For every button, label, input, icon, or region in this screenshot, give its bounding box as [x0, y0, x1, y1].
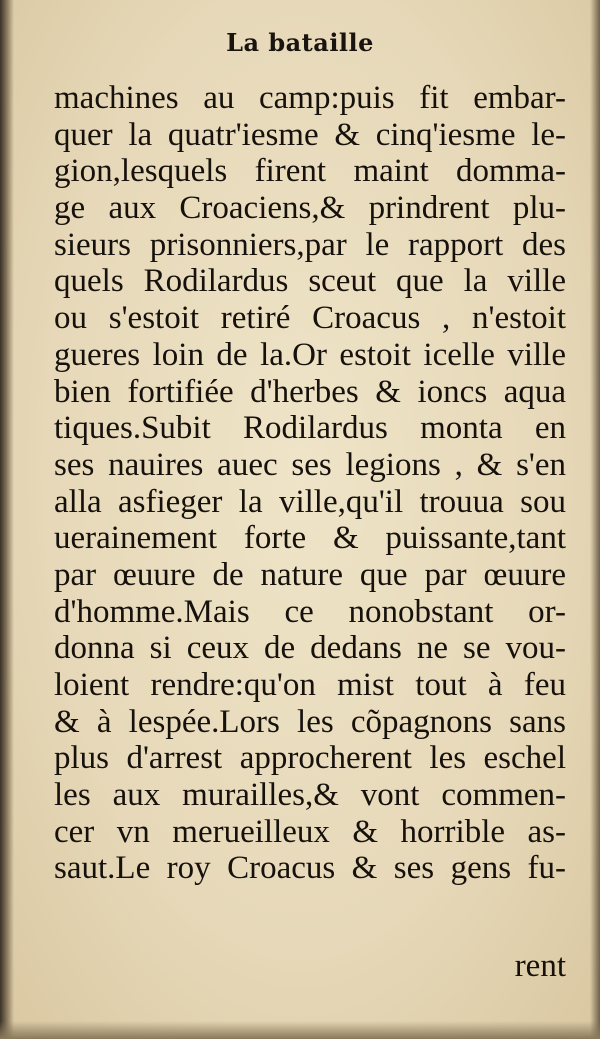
- text-line: cer vn merueilleux & horrible as-: [54, 813, 566, 850]
- page-bottom-shadow: [0, 1021, 600, 1039]
- text-line: gueres loin de la.Or estoit icelle ville: [54, 336, 566, 373]
- text-line: quer la quatr'iesme & cinq'iesme le-: [54, 116, 566, 153]
- text-line: gion,lesquels firent maint domma-: [54, 153, 566, 190]
- text-line: & à lespée.Lors les cõpagnons sans: [54, 703, 566, 740]
- text-line: donna si ceux de dedans ne se vou-: [54, 630, 566, 667]
- text-line: par œuure de nature que par œuure: [54, 556, 566, 593]
- text-line: ou s'estoit retiré Croacus , n'estoit: [54, 300, 566, 337]
- text-line: sieurs prisonniers,par le rapport des: [54, 226, 566, 263]
- text-line: tiques.Subit Rodilardus monta en: [54, 410, 566, 447]
- running-head: La bataille: [226, 28, 374, 57]
- text-line: les aux murailles,& vont commen-: [54, 777, 566, 814]
- text-line: loient rendre:qu'on mist tout à feu: [54, 667, 566, 703]
- text-line: plus d'arrest approcherent les eschel: [54, 740, 566, 777]
- catchword: rent: [514, 948, 566, 984]
- text-line: saut.Le roy Croacus & ses gens fu-: [54, 850, 566, 887]
- body-text: [54, 80, 566, 887]
- text-line: ses nauires auec ses legions , & s'en: [54, 446, 566, 483]
- text-line: alla asfieger la ville,qu'il trouua sou: [54, 483, 566, 520]
- text-line: d'homme.Mais ce nonobstant or-: [54, 593, 566, 630]
- text-line: bien fortifiée d'herbes & ioncs aqua: [54, 373, 566, 410]
- text-line: machines au camp:puis fit embar-: [54, 80, 566, 116]
- page-edge-shadow: [590, 0, 600, 1039]
- text-line: ge aux Croaciens,& prindrent plu-: [54, 190, 566, 227]
- page-gutter-shadow: [0, 0, 14, 1039]
- text-line: uerainement forte & puissante,tant: [54, 520, 566, 557]
- text-line: quels Rodilardus sceut que la ville: [54, 263, 566, 300]
